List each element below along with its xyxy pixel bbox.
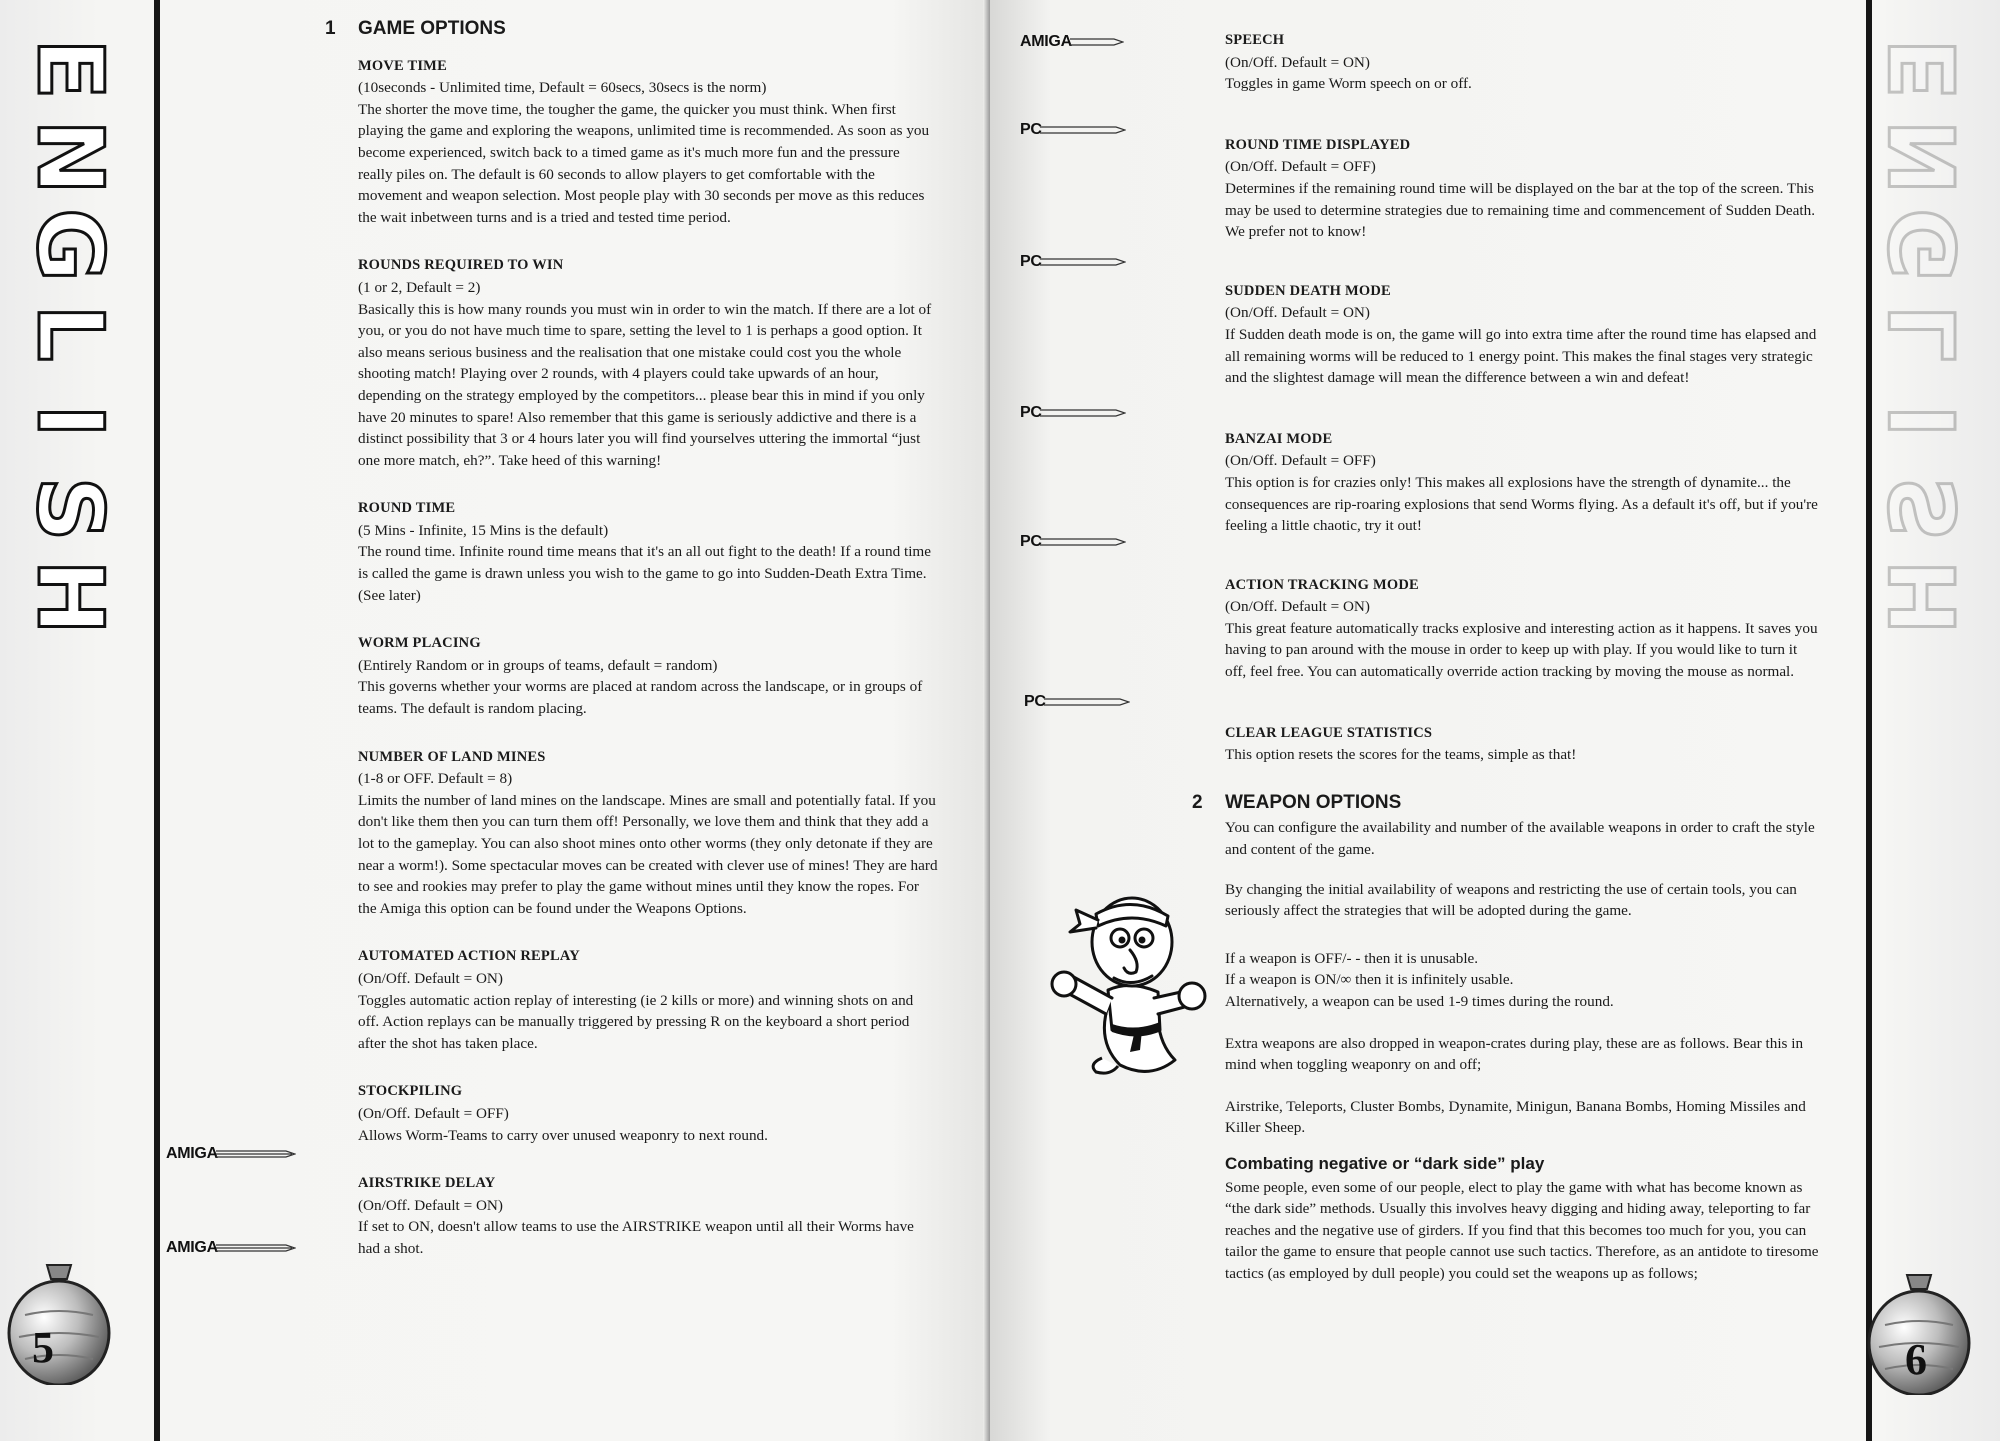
platform-label: AMIGA — [166, 1145, 218, 1162]
option-title: SPEECH — [1225, 32, 1285, 48]
platform-marker-pc — [1020, 118, 1126, 142]
option-body: If Sudden death mode is on, the game will go into extra time after the round time has elapsed and all remaining worms will be reduced to 1 energy point. This makes the final stages very strategic and the slightest damage will mean the difference between a win and defeat! — [1225, 325, 1817, 387]
side-letter: I — [17, 404, 122, 438]
option-title: ROUND TIME DISPLAYED — [1225, 136, 1411, 153]
option-subtitle: (On/Off. Default = ON) — [358, 969, 503, 987]
platform-label: PC — [1024, 693, 1046, 710]
grenade-icon — [5, 1255, 115, 1385]
option-body: Allows Worm-Teams to carry over unused weaponry to next round. — [358, 1126, 768, 1144]
option-body: Limits the number of land mines on the landscape. Mines are small and potentially fatal. If you don't like them then you can turn them off! Personally, we love them and think that they add a lot to the gameplay. You can also shoot mines onto other worms (they only detonate if they are near a worm!). Some spectacular moves can be created with clever use of mines! They are hard to see and rookies may prefer to play the game without mines until they know the ropes. For the Amiga this option can be found under the Weapons Options. — [358, 791, 938, 917]
option-subtitle: (10seconds - Unlimited time, Default = 60secs, 30secs is the norm) — [358, 79, 767, 97]
option-subtitle: (On/Off. Default = OFF) — [358, 1104, 509, 1122]
section-title — [325, 18, 938, 40]
option-subtitle: (Entirely Random or in groups of teams, default = random) — [358, 656, 718, 674]
right-options-column — [1192, 30, 1820, 1285]
side-letter: E — [17, 38, 122, 100]
dark-side-heading: Combating negative or “dark side” play — [1225, 1153, 1545, 1173]
option-land-mines — [358, 747, 938, 920]
option-speech — [1225, 30, 1820, 95]
platform-label: PC — [1020, 121, 1042, 138]
side-letter: G — [17, 208, 122, 282]
option-title: WORM PLACING — [358, 635, 481, 652]
section-number: 2 — [1192, 791, 1203, 813]
platform-label: PC — [1020, 404, 1042, 421]
side-letter: I — [1872, 404, 1977, 438]
side-letter: S — [17, 476, 122, 542]
option-body: Toggles in game Worm speech on or off. — [1225, 75, 1472, 93]
side-title-english-mirrored — [1870, 25, 1980, 641]
platform-label: AMIGA — [1020, 33, 1072, 50]
platform-marker-amiga — [166, 1142, 296, 1166]
platform-marker-pc — [1020, 401, 1126, 425]
section-number: 1 — [325, 18, 336, 39]
weapon-crates-intro: Extra weapons are also dropped in weapon-crates during play, these are as follows. Bear this in mind when toggling weaponry on and off; — [1225, 1034, 1804, 1074]
option-title: CLEAR LEAGUE STATISTICS — [1225, 724, 1433, 741]
side-letter: L — [17, 304, 122, 362]
option-clear-league — [1225, 723, 1820, 766]
option-subtitle: (On/Off. Default = ON) — [1225, 304, 1370, 322]
weapon-options-intro: You can configure the availability and number of the available weapons in order to craft the style and content of the game. — [1225, 819, 1815, 859]
platform-marker-pc — [1020, 250, 1126, 274]
arrow-right-icon — [1040, 123, 1126, 137]
option-body: Basically this is how many rounds you must win in order to win the match. If there are a lot of you, or you do not have much time to spare, setting the level to 1 is perhaps a good option. It also means serious business and the realisation that one mistake could cost you the whole shooting match! Playing over 2 rounds, with 4 players could take upwards of an hour, depending on the strategy employed by the competitors... please bear this in mind if you only have 20 minutes to spare! Also remember that this game is seriously addictive and there is a distinct possibility that 3 or 4 hours later you will find yourselves uttering the immortal “just one more match, eh?”. Take heed of this warning! — [358, 300, 932, 469]
option-subtitle: (On/Off. Default = ON) — [1225, 598, 1370, 616]
option-title: ACTION TRACKING MODE — [1225, 576, 1419, 593]
option-round-time — [358, 498, 938, 606]
side-letter: E — [1872, 38, 1977, 100]
karate-worm-illustration — [1040, 880, 1215, 1080]
option-title: SUDDEN DEATH MODE — [1225, 282, 1391, 299]
option-round-time-displayed — [1225, 135, 1820, 243]
section-title-text: GAME OPTIONS — [358, 18, 506, 39]
option-body: The shorter the move time, the tougher the game, the quicker you must think. When first playing the game and exploring the weapons, unlimited time is recommended. As soon as you become experienced, switch back to a timed game as it's much more fun and the pressure really piles on. The default is 60 seconds to allow players to get comfortable with the movement and weapon selection. Most people play with 30 seconds per move as this reduces the wait inbetween turns and is a tried and tested time period. — [358, 100, 930, 226]
arrow-right-icon — [1040, 406, 1126, 420]
option-title: MOVE TIME — [358, 57, 447, 74]
arrow-right-icon — [1070, 35, 1124, 49]
side-letter: N — [17, 119, 122, 195]
option-subtitle: (On/Off. Default = ON) — [1225, 53, 1370, 71]
option-stockpiling — [358, 1081, 938, 1146]
option-sudden-death — [1225, 281, 1820, 389]
weapon-crates-list: Airstrike, Teleports, Cluster Bombs, Dynamite, Minigun, Banana Bombs, Homing Missiles and Killer Sheep. — [1225, 1097, 1806, 1137]
platform-label: PC — [1020, 253, 1042, 270]
option-action-replay — [358, 946, 938, 1054]
game-options-column — [325, 18, 938, 1287]
weapon-rule: Alternatively, a weapon can be used 1-9 times during the round. — [1225, 993, 1614, 1010]
side-letter: H — [17, 559, 122, 635]
weapon-rule: If a weapon is OFF/- - then it is unusable. — [1225, 949, 1479, 967]
option-body: This option is for crazies only! This makes all explosions have the strength of dynamite... the consequences are rip-roaring explosions that send Worms flying. As a default it's off, but if you're feeling a little chaotic, try it out! — [1225, 473, 1818, 535]
side-letter: G — [1872, 208, 1977, 282]
option-title: BANZAI MODE — [1225, 430, 1333, 447]
option-subtitle: (On/Off. Default = OFF) — [1225, 452, 1376, 470]
option-rounds-required — [358, 255, 938, 471]
left-page — [0, 0, 990, 1441]
option-title: ROUNDS REQUIRED TO WIN — [358, 257, 564, 274]
arrow-right-icon — [1040, 535, 1126, 549]
option-action-tracking — [1225, 575, 1820, 683]
platform-marker-pc — [1024, 690, 1130, 714]
side-letter: S — [1872, 476, 1977, 542]
platform-label: AMIGA — [166, 1239, 218, 1256]
option-move-time — [358, 56, 938, 229]
option-body: This option resets the scores for the teams, simple as that! — [1225, 746, 1577, 764]
weapon-rule: If a weapon is ON/∞ then it is infinitely usable. — [1225, 971, 1514, 989]
option-worm-placing — [358, 633, 938, 719]
option-subtitle: (On/Off. Default = ON) — [358, 1196, 503, 1214]
option-subtitle: (On/Off. Default = OFF) — [1225, 158, 1376, 176]
option-body: This great feature automatically tracks explosive and interesting action as it happens. It saves you having to pan around with the mouse in order to keep up with play. If you would like to turn it off, feel free. You can automatically override action tracking by moving the mouse as normal. — [1225, 619, 1818, 681]
side-letter: H — [1872, 559, 1977, 635]
page-number: 5 — [32, 1323, 54, 1372]
dark-side-body: Some people, even some of our people, elect to play the game with what has become known as “the dark side” methods. Usually this involves heavy digging and hiding away, teleporting to far reaches and the negative use of girders. If you find that this becomes too much for you, you can tailor the game to ensure that people cannot use such tactics. Therefore, as an antidote to tiresome tactics (as employed by dull people) you could set the weapons up as follows; — [1225, 1178, 1819, 1282]
platform-marker-pc — [1020, 530, 1126, 554]
page-number: 6 — [1905, 1335, 1927, 1384]
option-title: AIRSTRIKE DELAY — [358, 1175, 496, 1192]
arrow-right-icon — [216, 1147, 296, 1161]
side-title-english — [14, 25, 124, 641]
option-airstrike-delay — [358, 1173, 938, 1259]
arrow-right-icon — [1044, 695, 1130, 709]
option-body: Toggles automatic action replay of interesting (ie 2 kills or more) and winning shots on and off. Action replays can be manually triggered by pressing R on the keyboard a short period after the shot has taken place. — [358, 991, 914, 1052]
option-title: AUTOMATED ACTION REPLAY — [358, 948, 580, 965]
margin-rule — [154, 0, 160, 1441]
option-body: The round time. Infinite round time means that it's an all out fight to the death! If a round time is called the game is drawn unless you wish to the game to go into Sudden-Death Extra Time. (See later) — [358, 543, 931, 604]
side-letter: L — [1872, 304, 1977, 362]
option-subtitle: (5 Mins - Infinite, 15 Mins is the default) — [358, 521, 609, 539]
platform-marker-amiga — [1020, 30, 1124, 54]
option-body: This governs whether your worms are placed at random across the landscape, or in groups of teams. The default is random placing. — [358, 678, 923, 718]
side-letter: N — [1872, 119, 1977, 195]
option-banzai-mode — [1225, 429, 1820, 537]
option-body: Determines if the remaining round time will be displayed on the bar at the top of the screen. This may be used to determine strategies due to remaining time and commencement of Sudden Death. We prefer not to know! — [1225, 179, 1816, 241]
option-body: If set to ON, doesn't allow teams to use the AIRSTRIKE weapon until all their Worms have had a shot. — [358, 1218, 914, 1257]
platform-marker-amiga — [166, 1236, 296, 1260]
weapon-options-strategy: By changing the initial availability of weapons and restricting the use of certain tools, you can seriously affect the strategies that will be adopted during the game. — [1225, 880, 1797, 920]
option-title: ROUND TIME — [358, 500, 456, 517]
option-subtitle: (1 or 2, Default = 2) — [358, 278, 481, 296]
option-title: NUMBER OF LAND MINES — [358, 748, 546, 765]
section-title — [1192, 792, 1820, 814]
section-title-text: WEAPON OPTIONS — [1225, 791, 1402, 813]
option-subtitle: (1-8 or OFF. Default = 8) — [358, 770, 513, 788]
option-title: STOCKPILING — [358, 1083, 463, 1100]
arrow-right-icon — [216, 1241, 296, 1255]
arrow-right-icon — [1040, 255, 1126, 269]
platform-label: PC — [1020, 533, 1042, 550]
